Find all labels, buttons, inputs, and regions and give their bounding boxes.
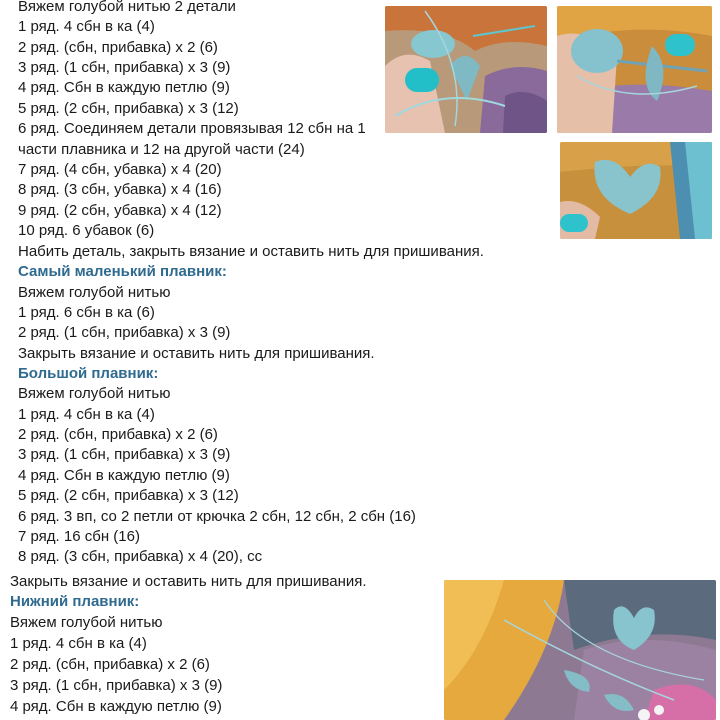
- instruction-line: 1 ряд. 4 сбн в ка (4): [18, 18, 155, 35]
- instruction-line: Вяжем голубой нитью: [18, 284, 171, 301]
- instruction-line: Вяжем голубой нитью: [10, 614, 163, 631]
- instruction-line: Вяжем голубой нитью 2 детали: [18, 0, 236, 15]
- instruction-line: 10 ряд. 6 убавок (6): [18, 222, 155, 239]
- instruction-line: 7 ряд. (4 сбн, убавка) х 4 (20): [18, 161, 222, 178]
- instruction-line: 4 ряд. Сбн в каждую петлю (9): [18, 467, 230, 484]
- instruction-line: 2 ряд. (сбн, прибавка) х 2 (6): [10, 656, 210, 673]
- photo-finished-fin: [560, 142, 712, 239]
- instruction-line: Набить деталь, закрыть вязание и оставить нить для пришивания.: [18, 243, 484, 260]
- instruction-line: 9 ряд. (2 сбн, убавка) х 4 (12): [18, 202, 222, 219]
- instruction-line: Вяжем голубой нитью: [18, 385, 171, 402]
- section-heading-bottom-fin: Нижний плавник:: [10, 593, 140, 610]
- instruction-line: 2 ряд. (сбн, прибавка) х 2 (6): [18, 39, 218, 56]
- instruction-line: 1 ряд. 4 сбн в ка (4): [10, 635, 147, 652]
- instruction-line: 4 ряд. Сбн в каждую петлю (9): [18, 79, 230, 96]
- instruction-line: Закрыть вязание и оставить нить для пришивания.: [10, 573, 367, 590]
- instruction-line: Закрыть вязание и оставить нить для пришивания.: [18, 345, 375, 362]
- instruction-line: 4 ряд. Сбн в каждую петлю (9): [10, 698, 222, 715]
- instruction-line: 8 ряд. (3 сбн, убавка) х 4 (16): [18, 181, 222, 198]
- photo-fin-parts-hand: [385, 6, 547, 133]
- photo-fin-hook: [557, 6, 712, 133]
- instruction-line: 5 ряд. (2 сбн, прибавка) х 3 (12): [18, 100, 239, 117]
- instruction-line: 8 ряд. (3 сбн, прибавка) х 4 (20), сс: [18, 548, 263, 565]
- instruction-line: 7 ряд. 16 сбн (16): [18, 528, 140, 545]
- instruction-line: 5 ряд. (2 сбн, прибавка) х 3 (12): [18, 487, 239, 504]
- section-heading-small-fin: Самый маленький плавник:: [18, 263, 227, 280]
- instruction-line: 2 ряд. (сбн, прибавка) х 2 (6): [18, 426, 218, 443]
- instruction-line: 3 ряд. (1 сбн, прибавка) х 3 (9): [18, 446, 231, 463]
- instruction-line: 1 ряд. 6 сбн в ка (6): [18, 304, 155, 321]
- instruction-line: 6 ряд. Соединяем детали провязывая 12 сбн на 1: [18, 120, 366, 137]
- instruction-line: 3 ряд. (1 сбн, прибавка) х 3 (9): [10, 677, 223, 694]
- photo-fins-on-body: [444, 580, 716, 720]
- section-heading-big-fin: Большой плавник:: [18, 365, 159, 382]
- instruction-line: 6 ряд. 3 вп, со 2 петли от крючка 2 сбн, 12 сбн, 2 сбн (16): [18, 508, 416, 525]
- instruction-line: части плавника и 12 на другой части (24): [18, 141, 305, 158]
- instruction-line: 3 ряд. (1 сбн, прибавка) х 3 (9): [18, 59, 231, 76]
- instruction-line: 1 ряд. 4 сбн в ка (4): [18, 406, 155, 423]
- instruction-line: 2 ряд. (1 сбн, прибавка) х 3 (9): [18, 324, 231, 341]
